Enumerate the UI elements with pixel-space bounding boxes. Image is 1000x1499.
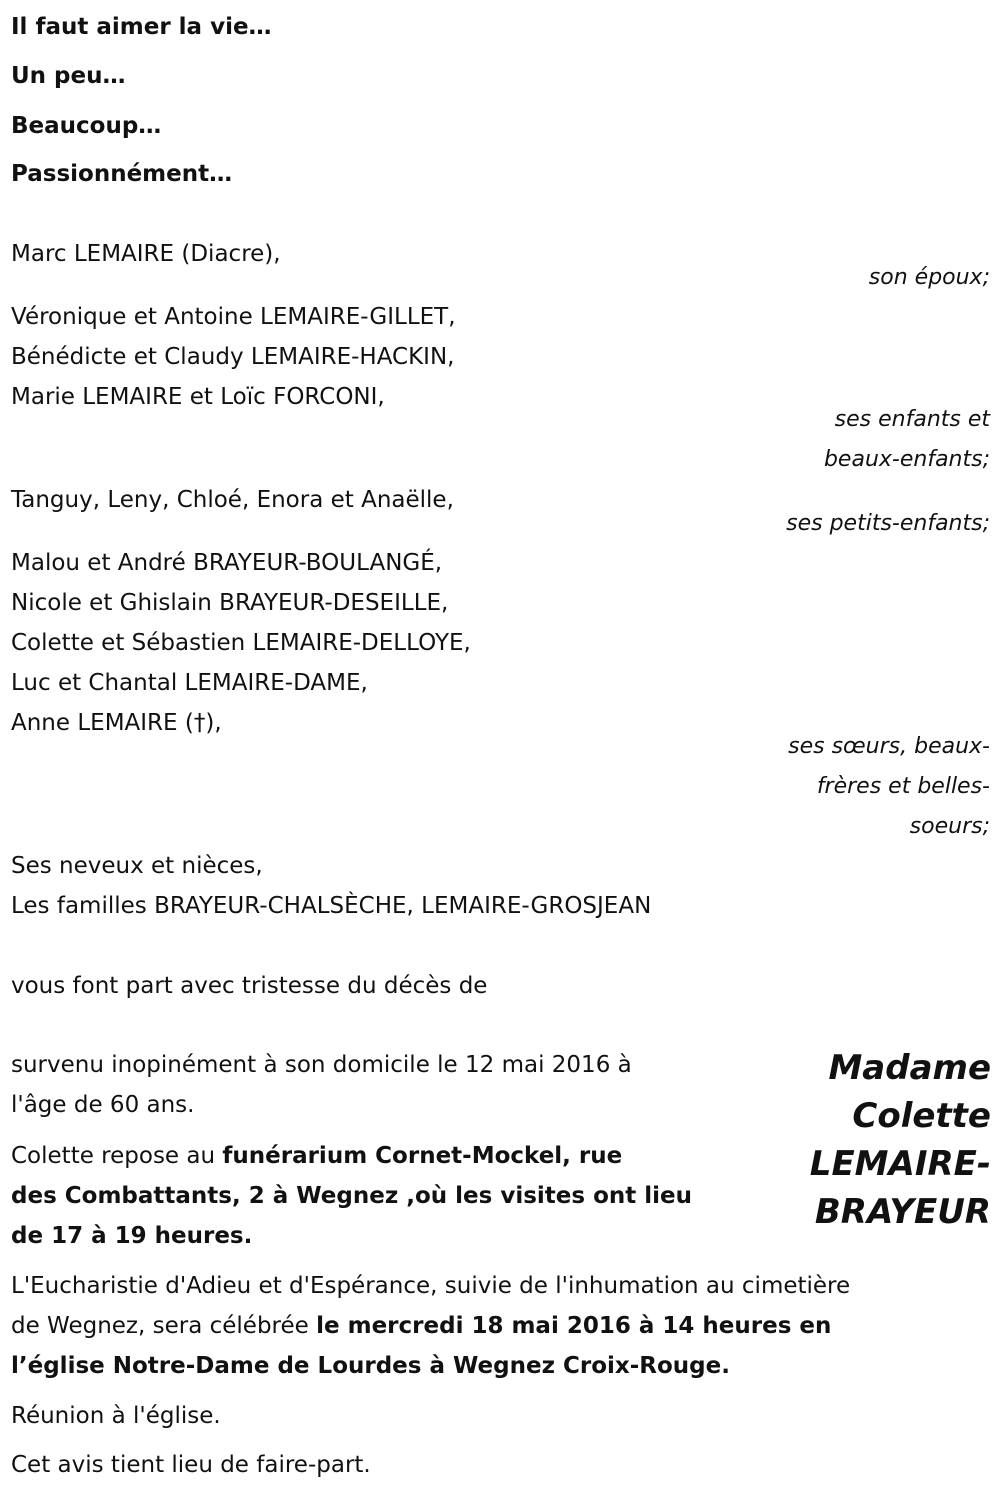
sibling-name: Anne LEMAIRE (†), — [11, 710, 222, 736]
other-family-line: Ses neveux et nièces, — [11, 853, 263, 879]
children-role: beaux-enfants; — [823, 447, 990, 472]
child-name: Véronique et Antoine LEMAIRE-GILLET, — [11, 304, 456, 330]
poem-line: Passionnément… — [11, 161, 233, 187]
grandchildren-role: ses petits-enfants; — [786, 511, 990, 536]
sibling-name: Nicole et Ghislain BRAYEUR-DESEILLE, — [11, 590, 449, 616]
deceased-name-line: Madame — [828, 1048, 991, 1088]
other-family-line: Les familles BRAYEUR-CHALSÈCHE, LEMAIRE-GROSJEAN — [11, 893, 652, 919]
deceased-name-line: LEMAIRE- — [809, 1144, 991, 1184]
sibling-name: Malou et André BRAYEUR-BOULANGÉ, — [11, 550, 443, 576]
spouse-role: son époux; — [868, 265, 990, 290]
death-info-line: l'âge de 60 ans. — [11, 1092, 195, 1118]
siblings-role: soeurs; — [909, 814, 990, 839]
announcement: vous font part avec tristesse du décès de — [11, 973, 488, 999]
sibling-name: Luc et Chantal LEMAIRE-DAME, — [11, 670, 368, 696]
ceremony-line: L'Eucharistie d'Adieu et d'Espérance, suivie de l'inhumation au cimetière — [11, 1273, 851, 1299]
deceased-name — [791, 1044, 991, 1236]
spouse-name: Marc LEMAIRE (Diacre), — [11, 241, 281, 267]
children-role: ses enfants et — [834, 407, 990, 432]
rest-lead: Colette repose au — [11, 1143, 223, 1169]
siblings-role: ses sœurs, beaux- — [788, 734, 990, 759]
poem-line: Il faut aimer la vie… — [11, 14, 272, 40]
ceremony-line — [11, 1306, 831, 1346]
rest-place: des Combattants, 2 à Wegnez ,où les visites ont lieu — [11, 1183, 692, 1209]
sibling-name: Colette et Sébastien LEMAIRE-DELLOYE, — [11, 630, 471, 656]
child-name: Bénédicte et Claudy LEMAIRE-HACKIN, — [11, 344, 455, 370]
rest-place: de 17 à 19 heures. — [11, 1223, 253, 1249]
siblings-role: frères et belles- — [816, 774, 990, 799]
poem-line: Un peu… — [11, 63, 126, 89]
deceased-name-line: Colette — [852, 1096, 991, 1136]
ceremony-plain: de Wegnez, sera célébrée — [11, 1313, 317, 1339]
ceremony-date: le mercredi 18 mai 2016 à 14 heures en — [316, 1313, 832, 1339]
ceremony-place: l’église Notre-Dame de Lourdes à Wegnez Croix-Rouge. — [11, 1353, 730, 1379]
death-info-line: survenu inopinément à son domicile le 12 mai 2016 à — [11, 1052, 632, 1078]
rest-line — [11, 1136, 622, 1176]
child-name: Marie LEMAIRE et Loïc FORCONI, — [11, 384, 385, 410]
rest-place: funérarium Cornet-Mockel, rue — [222, 1143, 623, 1169]
deceased-name-line: BRAYEUR — [814, 1192, 991, 1232]
meeting-note: Réunion à l'église. — [11, 1403, 221, 1429]
footer-note: Cet avis tient lieu de faire-part. — [11, 1452, 371, 1478]
grandchildren-names: Tanguy, Leny, Chloé, Enora et Anaëlle, — [11, 487, 454, 513]
poem-line: Beaucoup… — [11, 113, 162, 139]
